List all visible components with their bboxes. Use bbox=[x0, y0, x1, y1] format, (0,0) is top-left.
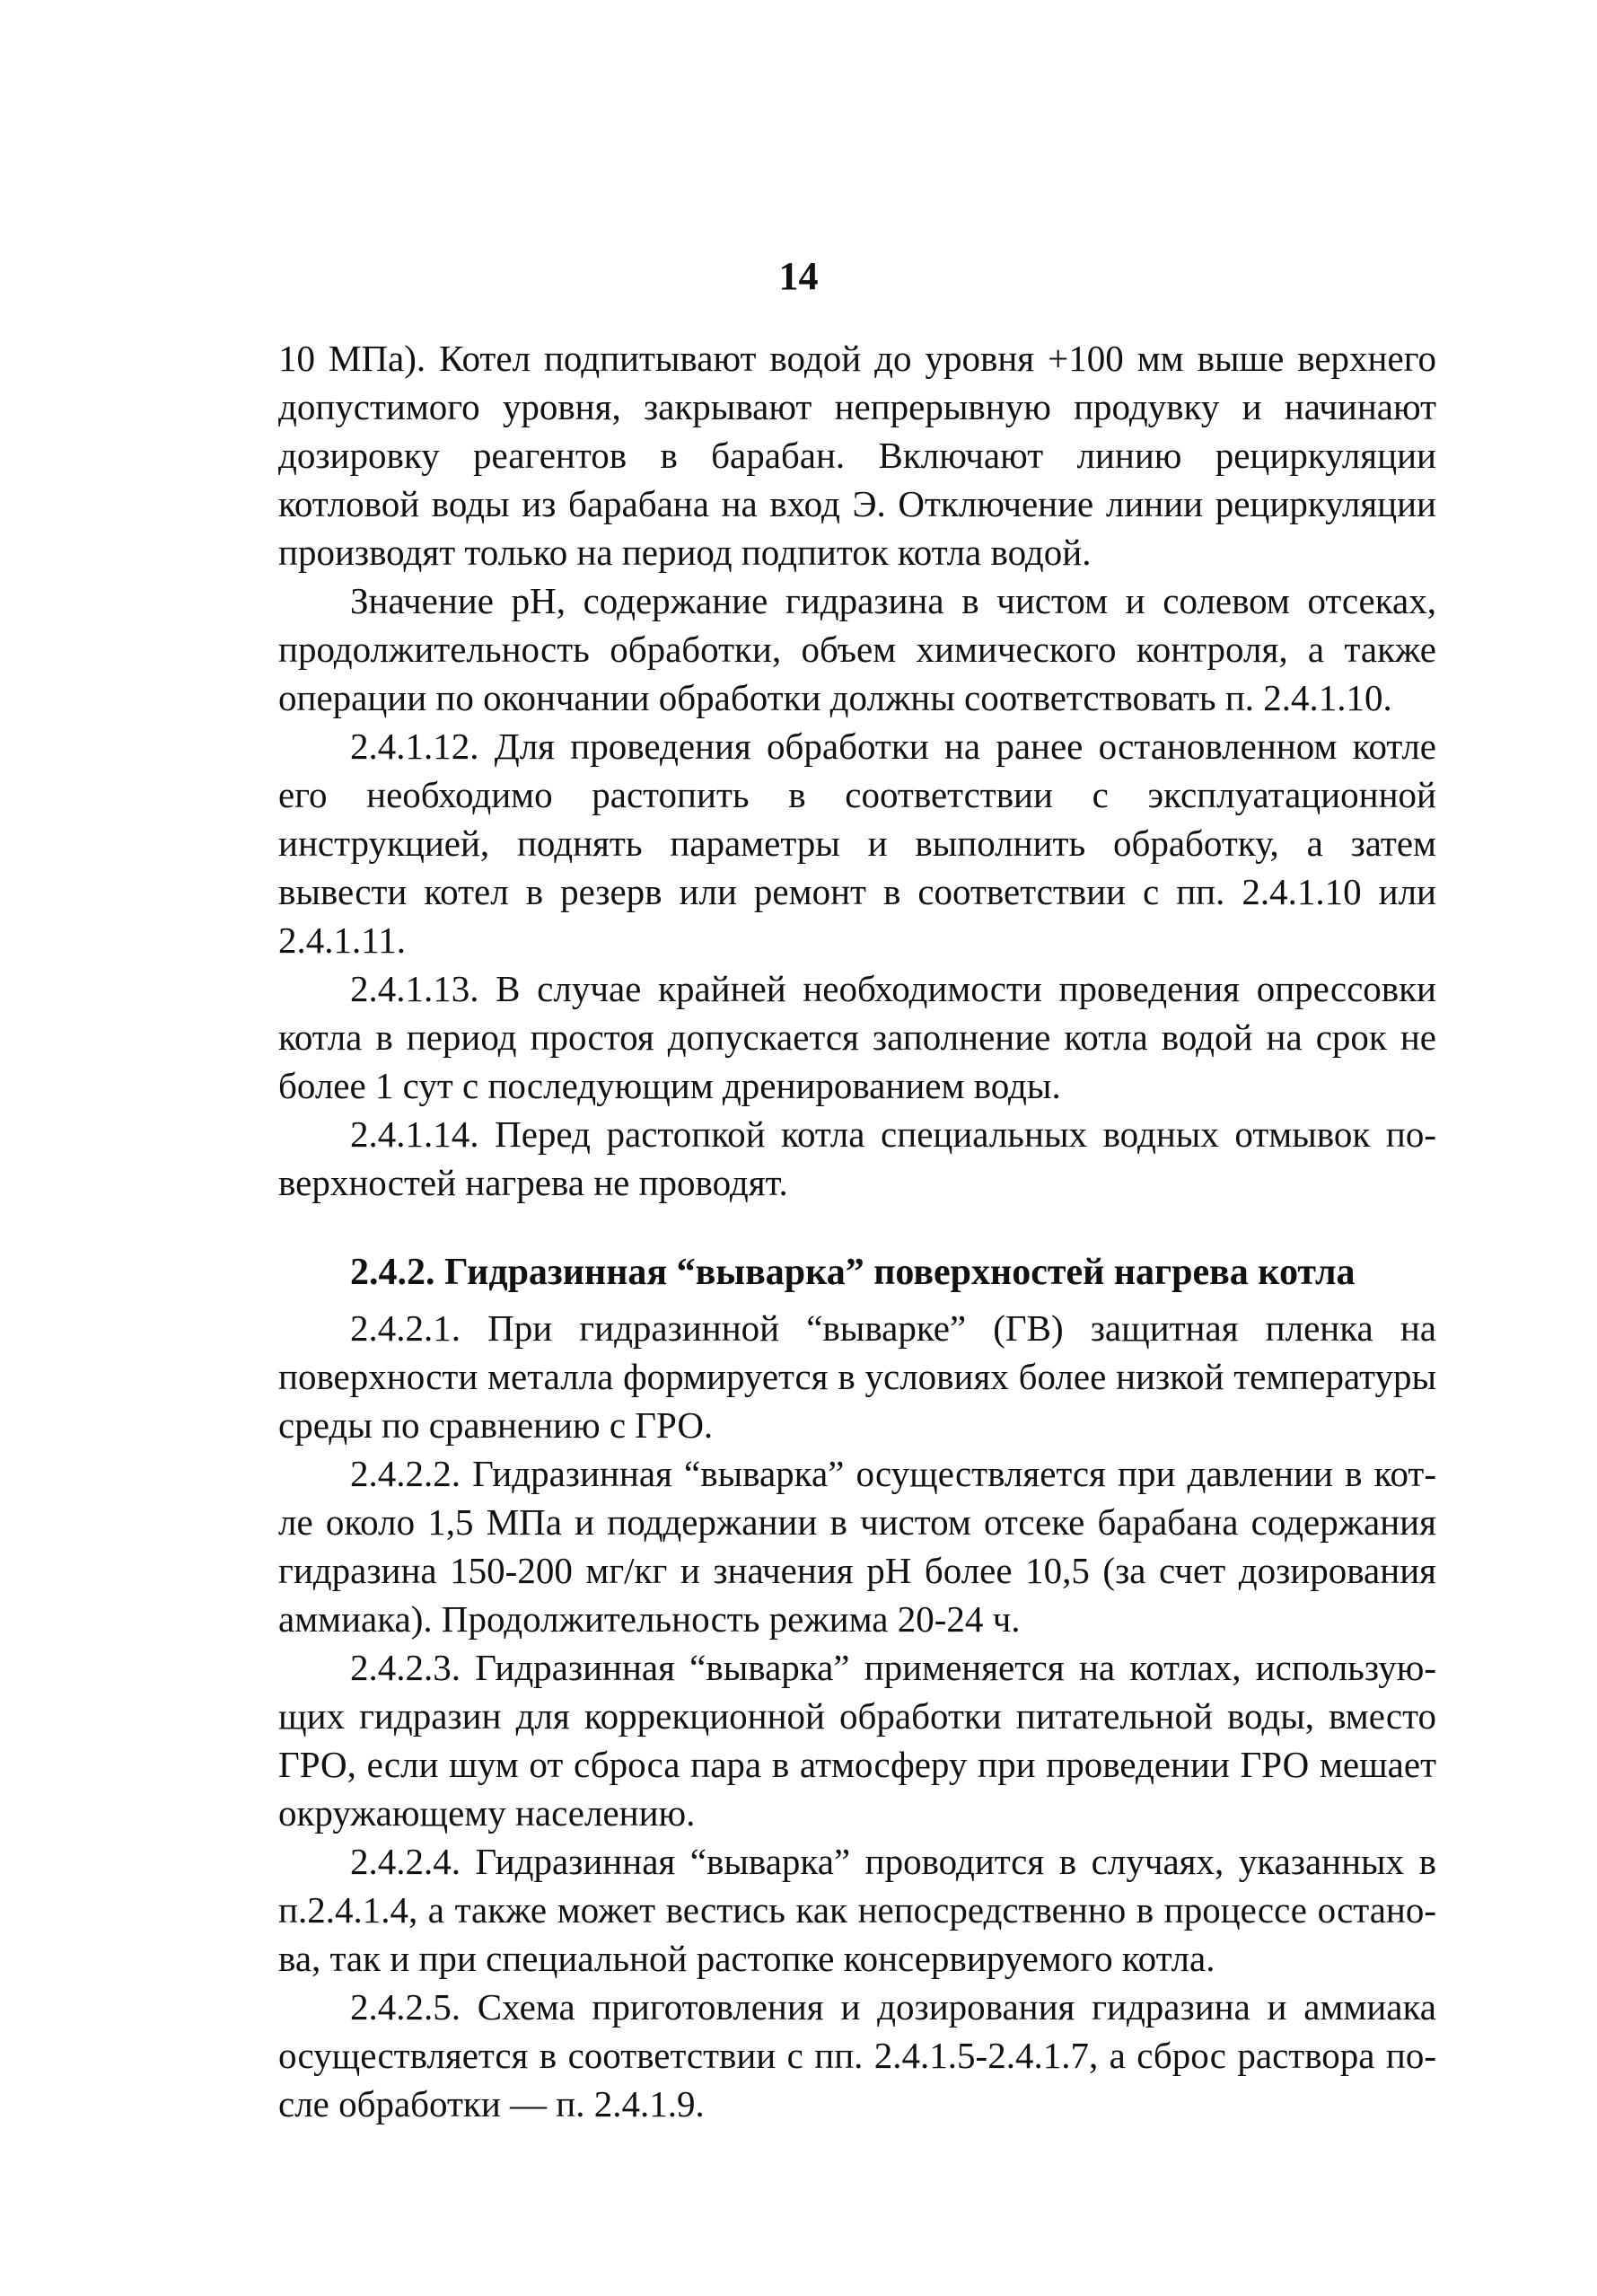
paragraph-2-4-1-13: 2.4.1.13. В случае крайней необходимости проведения опрессовки котла в период простоя допускается заполнение котла водой на срок не более 1 сут с последующим дренированием воды. bbox=[278, 968, 1436, 1106]
paragraph-2-4-2-3: 2.4.2.3. Гидразинная “выварка” применяется на котлах, использующих гидразин для коррекционной обработки питательной воды, вместо ГРО, если шум от сброса пара в атмосферу при проведении ГРО мешает окружающему населению. bbox=[278, 1647, 1436, 1834]
paragraph-2-4-2-1: 2.4.2.1. При гидразинной “выварке” (ГВ) защитная пленка на поверхности металла формируется в условиях более низкой температуры среды по сравнению с ГРО. bbox=[278, 1307, 1436, 1446]
paragraph-2-4-2-2: 2.4.2.2. Гидразинная “выварка” осуществляется при давлении в котле около 1,5 МПа и поддержании в чистом отсеке барабана содержания гидразина 150-200 мг/кг и значения pH более 10,5 (за счет дозирования аммиака). Продолжительность режима 20-24 ч. bbox=[278, 1453, 1436, 1640]
section-heading-2-4-2: 2.4.2. Гидразинная “выварка” поверхностей нагрева котла bbox=[350, 1252, 1356, 1293]
paragraph-ph-hydrazine: Значение pH, содержание гидразина в чистом и солевом отсеках, продолжительность обработки, объем химического контроля, а также операции по окончании обработки должны соответствовать п. 2.4.1.10. bbox=[278, 580, 1436, 718]
paragraph-2-4-2-5: 2.4.2.5. Схема приготовления и дозирования гидразина и аммиака осуществляется в соответствии с пп. 2.4.1.5-2.4.1.7, а сброс раствора после обработки — п. 2.4.1.9. bbox=[278, 1986, 1436, 2124]
paragraph-2-4-1-14: 2.4.1.14. Перед растопкой котла специальных водных отмывок поверхностей нагрева не проводят. bbox=[278, 1113, 1436, 1203]
paragraph-2-4-1-12: 2.4.1.12. Для проведения обработки на ранее остановленном котле его необходимо растопить в соответствии с эксплуатационной инструкцией, поднять параметры и выполнить обработку, а затем вывести котел в резерв или ремонт в соответствии с пп. 2.4.1.10 или 2.4.1.11. bbox=[278, 726, 1436, 961]
page-number: 14 bbox=[778, 254, 819, 298]
paragraph-2-4-2-4: 2.4.2.4. Гидразинная “выварка” проводится в случаях, указанных в п.2.4.1.4, а также может вестись как непосредственно в процессе останова, так и при специальной растопке консервируемого котла. bbox=[278, 1841, 1436, 1979]
page-body bbox=[278, 334, 1436, 2128]
paragraph-continuation: 10 МПа). Котел подпитывают водой до уровня +100 мм выше верхнего допустимого уровня, закрывают непрерывную продувку и начинают дозировку реагентов в барабан. Включают линию рециркуляции котловой воды из барабана на вход Э. Отключение линии рециркуляции производят только на период подпиток котла водой. bbox=[278, 338, 1436, 573]
